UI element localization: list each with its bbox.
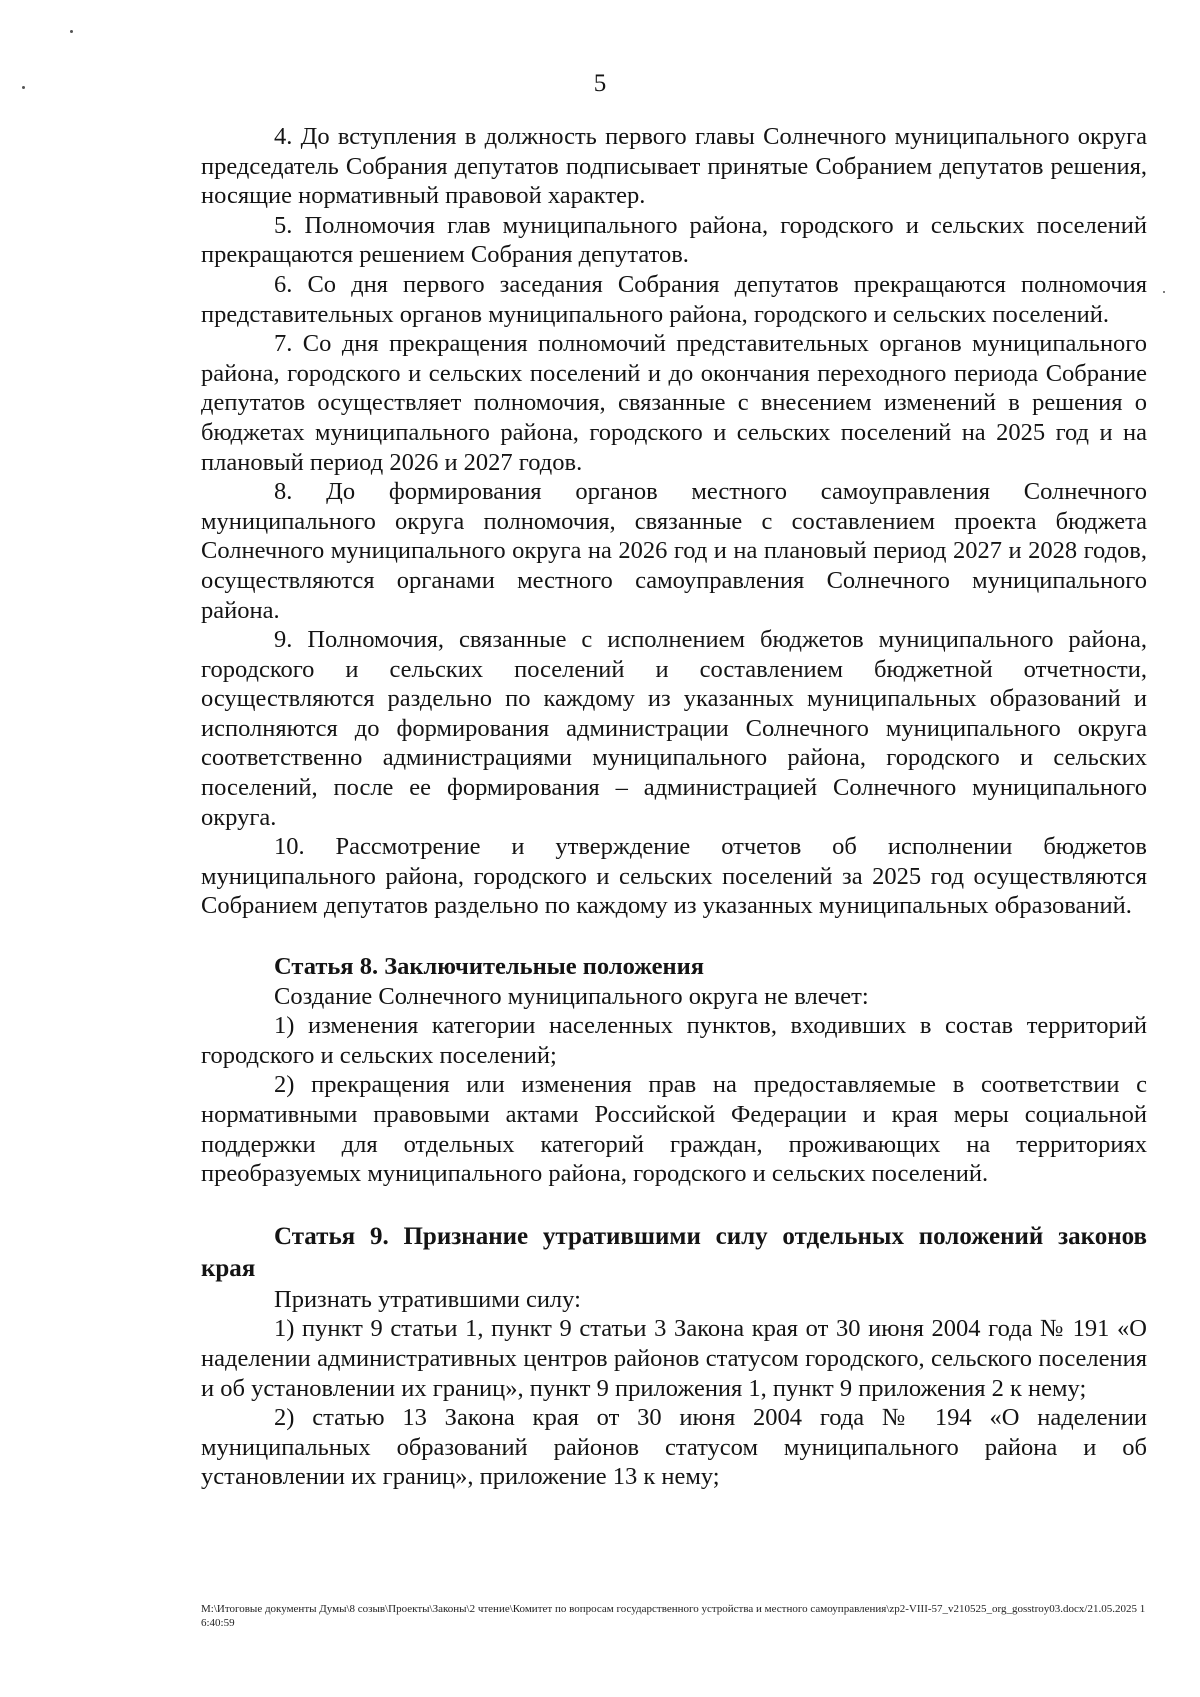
- paragraph-8: 8. До формирования органов местного самоуправления Солнечного муниципального округа полномочия, связанные с составлением проекта бюджета Солнечного муниципального округа на 2026 год и на плановый период 2027 и 2028 годов, осуществляются органами местного самоуправления Солнечного муниципального района.: [201, 478, 1147, 624]
- article-9-item-2: 2) статью 13 Закона края от 30 июня 2004 года № 194 «О наделении муниципальных образований районов статусом муниципального района и об установлении их границ», приложение 13 к нему;: [201, 1404, 1147, 1491]
- page-number: 5: [593, 70, 607, 97]
- paragraph-10: 10. Рассмотрение и утверждение отчетов об исполнении бюджетов муниципального района, городского и сельских поселений за 2025 год осуществляются Собранием депутатов раздельно по каждому из указанных муниципальных образований.: [201, 833, 1147, 920]
- article-8-item-2: 2) прекращения или изменения прав на предоставляемые в соответствии с нормативными правовыми актами Российской Федерации и края меры социальной поддержки для отдельных категорий граждан, проживающих на территориях преобразуемых муниципального района, городского и сельских поселений.: [201, 1071, 1147, 1188]
- article-8-heading: Статья 8. Заключительные положения: [274, 953, 705, 981]
- paragraph-7: 7. Со дня прекращения полномочий представительных органов муниципального района, городского и сельских поселений и до окончания переходного периода Собрание депутатов осуществляет полномочия, связанные с внесением изменений в решения о бюджетах муниципального района, городского и сельских поселений на 2025 год и на плановый период 2026 и 2027 годов.: [201, 330, 1147, 476]
- scan-speck: [22, 86, 25, 89]
- paragraph-4: 4. До вступления в должность первого главы Солнечного муниципального округа председатель Собрания депутатов подписывает принятые Собранием депутатов решения, носящие нормативный правовой характер.: [201, 123, 1147, 210]
- article-8-intro: Создание Солнечного муниципального округа не влечет:: [274, 982, 869, 1010]
- scan-speck: [70, 30, 73, 33]
- file-path-footer: M:\Итоговые документы Думы\8 созыв\Проекты\Законы\2 чтение\Комитет по вопросам государственного устройства и местного самоуправления\zp2-VIII-57_v210525_org_gosstroy03.docx/21.05.2025 16:40:59: [201, 1603, 1146, 1629]
- paragraph-5: 5. Полномочия глав муниципального района, городского и сельских поселений прекращаются решением Собрания депутатов.: [201, 211, 1147, 269]
- paragraph-9: 9. Полномочия, связанные с исполнением бюджетов муниципального района, городского и сельских поселений и составлением бюджетной отчетности, осуществляются раздельно по каждому из указанных муниципальных образований и исполняются до формирования администрации Солнечного муниципального округа соответственно администрациями муниципального района, городского и сельских поселений, после ее формирования – администрацией Солнечного муниципального округа.: [201, 626, 1147, 831]
- scan-speck: [1163, 291, 1165, 293]
- article-8-item-1: 1) изменения категории населенных пунктов, входивших в состав территорий городского и сельских поселений;: [201, 1012, 1147, 1069]
- article-9-item-1: 1) пункт 9 статьи 1, пункт 9 статьи 3 Закона края от 30 июня 2004 года № 191 «О наделении административных центров районов статусом городского, сельского поселения и об установлении их границ», пункт 9 приложения 1, пункт 9 приложения 2 к нему;: [201, 1315, 1147, 1402]
- article-9-heading: Статья 9. Признание утратившими силу отдельных положений законов края: [201, 1222, 1147, 1282]
- article-9-intro: Признать утратившими силу:: [274, 1285, 581, 1313]
- document-body: [201, 122, 1147, 1492]
- paragraph-6: 6. Со дня первого заседания Собрания депутатов прекращаются полномочия представительных органов муниципального района, городского и сельских поселений.: [201, 270, 1147, 328]
